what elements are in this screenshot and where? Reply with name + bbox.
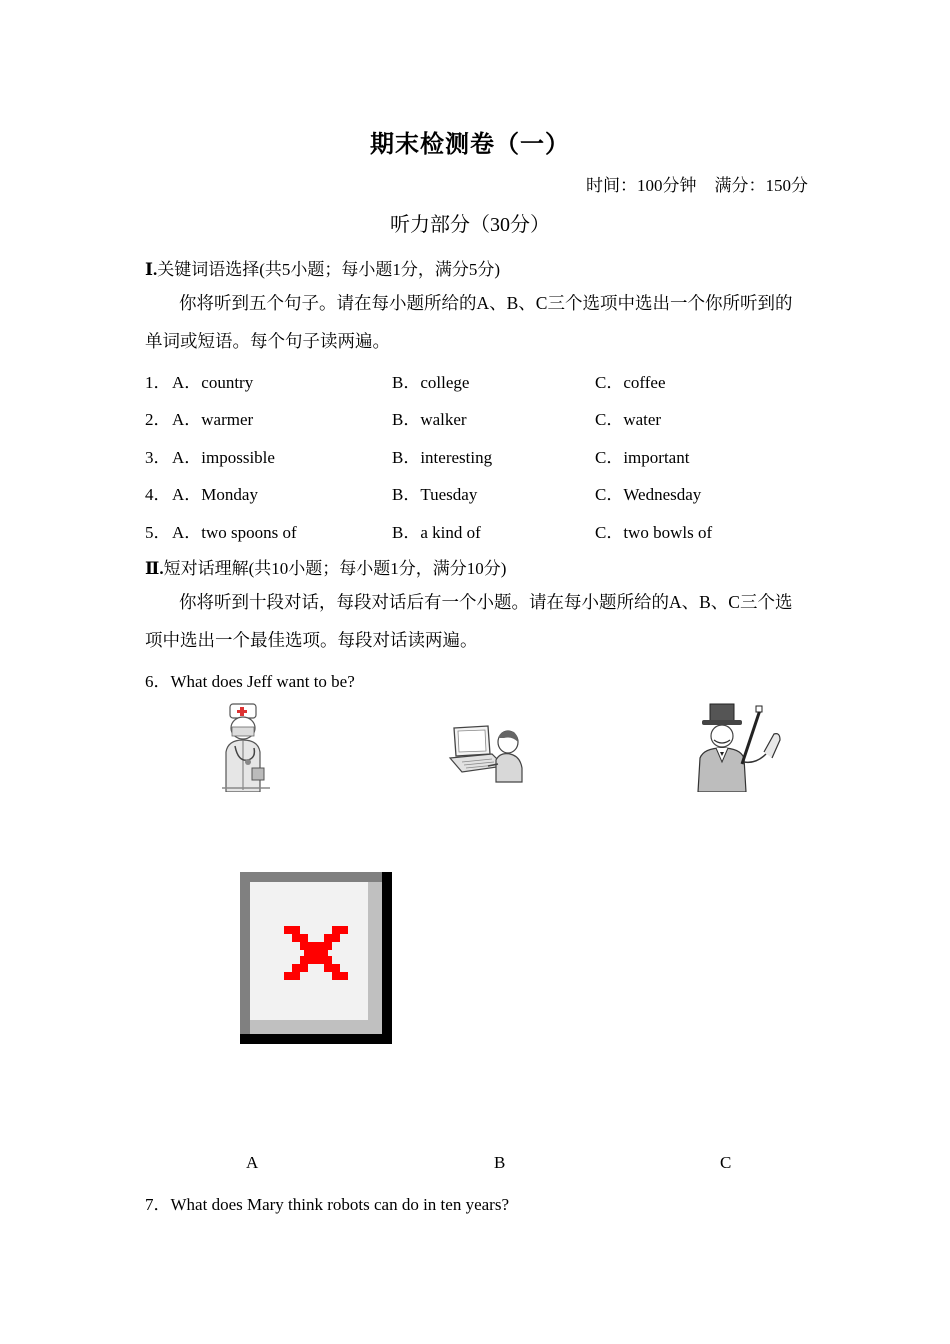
exam-score: 满分：150分 — [714, 176, 808, 195]
option-b: B．college — [392, 373, 470, 392]
section1-title: 关键词语选择(共5小题；每小题1分，满分5分) — [157, 260, 501, 279]
option-b: B．a kind of — [392, 523, 481, 542]
red-x-icon — [284, 926, 348, 980]
section1-instruction: 你将听到五个句子。请在每小题所给的A、B、C三个选项中选出一个你所听到的单词或短语。每个句子读两遍。 — [145, 293, 793, 351]
option-a: A．two spoons of — [172, 523, 297, 542]
section2-instruction: 你将听到十段对话，每段对话后有一个小题。请在每小题所给的A、B、C三个选项中选出一个最佳选项。每段对话读两遍。 — [145, 592, 793, 650]
section2-number: Ⅱ. — [145, 559, 164, 578]
section2-heading — [145, 554, 506, 579]
option-c: C．coffee — [595, 373, 666, 392]
exam-meta — [586, 171, 808, 196]
section1-heading — [145, 255, 500, 280]
question-number: 1． — [145, 373, 171, 392]
option-label-c: C — [720, 1153, 732, 1172]
section1-number: Ⅰ. — [145, 260, 158, 279]
doctor-illustration — [218, 702, 274, 792]
part-heading: 听力部分（30分） — [390, 214, 550, 236]
option-a: A．country — [172, 373, 254, 392]
question-6: 6．What does Jeff want to be? — [145, 672, 355, 691]
page-title: 期末检测卷（一） — [370, 132, 570, 158]
question-number: 5． — [145, 523, 171, 542]
computer-user-illustration — [448, 724, 524, 784]
option-label-a: A — [246, 1153, 259, 1172]
question-number: 4． — [145, 485, 171, 504]
question-number: 3． — [145, 448, 171, 467]
option-b: B．walker — [392, 410, 467, 429]
option-a: A．Monday — [172, 485, 258, 504]
option-c: C．Wednesday — [595, 485, 702, 504]
question-7: 7．What does Mary think robots can do in ten years? — [145, 1195, 509, 1214]
option-c: C．two bowls of — [595, 523, 713, 542]
option-a: A．impossible — [172, 448, 275, 467]
option-c: C．water — [595, 410, 662, 429]
question-number: 2． — [145, 410, 171, 429]
section2-title: 短对话理解(共10小题；每小题1分，满分10分) — [163, 559, 507, 578]
magician-illustration — [694, 702, 784, 792]
option-b: B．Tuesday — [392, 485, 478, 504]
option-label-b: B — [494, 1153, 506, 1172]
option-a: A．warmer — [172, 410, 254, 429]
option-b: B．interesting — [392, 448, 493, 467]
option-c: C．important — [595, 448, 690, 467]
broken-image-icon — [240, 872, 392, 1044]
exam-time: 时间：100分钟 — [586, 176, 697, 195]
